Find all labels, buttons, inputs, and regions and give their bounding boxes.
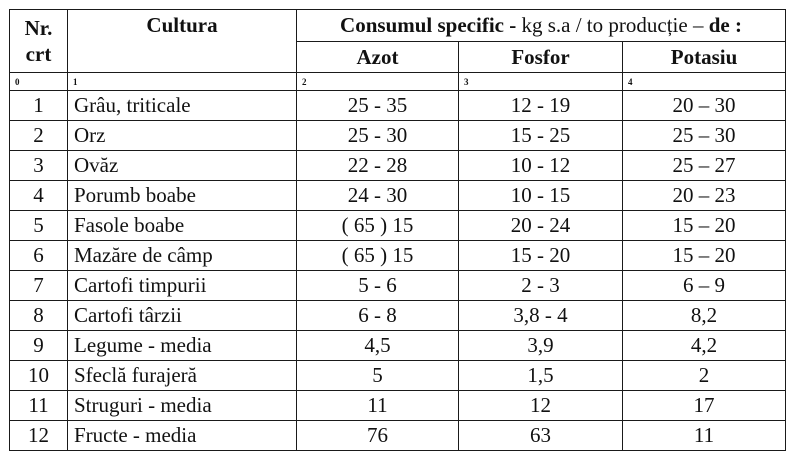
fosfor-cell: 15 - 20 <box>459 241 623 271</box>
cultura-cell: Fasole boabe <box>68 211 297 241</box>
nr-header-line1: Nr. <box>24 16 53 40</box>
azot-cell: 22 - 28 <box>297 151 459 181</box>
potasiu-cell: 11 <box>623 421 786 451</box>
fosfor-cell: 12 - 19 <box>459 91 623 121</box>
header-row-top <box>10 10 786 42</box>
azot-cell: 5 <box>297 361 459 391</box>
azot-cell: 24 - 30 <box>297 181 459 211</box>
column-number: 3 <box>459 73 623 91</box>
cultura-cell: Porumb boabe <box>68 181 297 211</box>
cultura-cell: Legume - media <box>68 331 297 361</box>
table-container <box>9 9 786 451</box>
cultura-cell: Orz <box>68 121 297 151</box>
nr-cell: 12 <box>10 421 68 451</box>
table-row <box>10 361 786 391</box>
column-number: 2 <box>297 73 459 91</box>
azot-cell: 25 - 30 <box>297 121 459 151</box>
potasiu-cell: 25 – 30 <box>623 121 786 151</box>
fosfor-cell: 2 - 3 <box>459 271 623 301</box>
cultura-cell: Fructe - media <box>68 421 297 451</box>
column-number: 1 <box>68 73 297 91</box>
cultura-cell: Mazăre de câmp <box>68 241 297 271</box>
column-number: 4 <box>623 73 786 91</box>
nr-cell: 3 <box>10 151 68 181</box>
table-row <box>10 421 786 451</box>
potasiu-cell: 17 <box>623 391 786 421</box>
azot-cell: 4,5 <box>297 331 459 361</box>
nr-cell: 8 <box>10 301 68 331</box>
nr-header-line2: crt <box>25 42 52 66</box>
fosfor-cell: 63 <box>459 421 623 451</box>
azot-cell: ( 65 ) 15 <box>297 211 459 241</box>
table-row <box>10 241 786 271</box>
potasiu-cell: 25 – 27 <box>623 151 786 181</box>
azot-header: Azot <box>297 42 459 73</box>
azot-cell: 5 - 6 <box>297 271 459 301</box>
table-row <box>10 391 786 421</box>
consum-specific-header <box>297 10 786 42</box>
fosfor-cell: 3,9 <box>459 331 623 361</box>
azot-cell: 25 - 35 <box>297 91 459 121</box>
cultura-cell: Cartofi timpurii <box>68 271 297 301</box>
potasiu-cell: 4,2 <box>623 331 786 361</box>
nr-cell: 5 <box>10 211 68 241</box>
nr-cell: 9 <box>10 331 68 361</box>
potasiu-cell: 20 – 23 <box>623 181 786 211</box>
potasiu-cell: 20 – 30 <box>623 91 786 121</box>
fosfor-header: Fosfor <box>459 42 623 73</box>
table-row <box>10 211 786 241</box>
fosfor-cell: 15 - 25 <box>459 121 623 151</box>
fosfor-cell: 12 <box>459 391 623 421</box>
cultura-header: Cultura <box>68 10 297 73</box>
table-row <box>10 181 786 211</box>
azot-cell: 6 - 8 <box>297 301 459 331</box>
column-number: 0 <box>10 73 68 91</box>
fosfor-cell: 10 - 12 <box>459 151 623 181</box>
cultura-cell: Grâu, triticale <box>68 91 297 121</box>
nr-cell: 7 <box>10 271 68 301</box>
potasiu-cell: 15 – 20 <box>623 241 786 271</box>
fosfor-cell: 1,5 <box>459 361 623 391</box>
nr-cell: 10 <box>10 361 68 391</box>
nr-cell: 1 <box>10 91 68 121</box>
potasiu-header: Potasiu <box>623 42 786 73</box>
cultura-cell: Cartofi târzii <box>68 301 297 331</box>
potasiu-cell: 15 – 20 <box>623 211 786 241</box>
table-row <box>10 121 786 151</box>
cultura-cell: Struguri - media <box>68 391 297 421</box>
nr-cell: 11 <box>10 391 68 421</box>
table-row <box>10 301 786 331</box>
column-number-row <box>10 73 786 91</box>
nr-cell: 2 <box>10 121 68 151</box>
spec-bold-end: de : <box>708 13 742 37</box>
potasiu-cell: 6 – 9 <box>623 271 786 301</box>
table-row <box>10 151 786 181</box>
table-row <box>10 271 786 301</box>
potasiu-cell: 2 <box>623 361 786 391</box>
fosfor-cell: 10 - 15 <box>459 181 623 211</box>
consumption-table <box>9 9 786 451</box>
cultura-cell: Sfeclă furajeră <box>68 361 297 391</box>
azot-cell: ( 65 ) 15 <box>297 241 459 271</box>
fosfor-cell: 20 - 24 <box>459 211 623 241</box>
azot-cell: 76 <box>297 421 459 451</box>
potasiu-cell: 8,2 <box>623 301 786 331</box>
fosfor-cell: 3,8 - 4 <box>459 301 623 331</box>
nr-cell: 4 <box>10 181 68 211</box>
azot-cell: 11 <box>297 391 459 421</box>
spec-normal: kg s.a / to producție – <box>516 13 709 37</box>
table-row <box>10 331 786 361</box>
table-row <box>10 91 786 121</box>
spec-bold: Consumul specific - <box>340 13 517 37</box>
nr-cell: 6 <box>10 241 68 271</box>
cultura-cell: Ovăz <box>68 151 297 181</box>
nr-crt-header <box>10 10 68 73</box>
